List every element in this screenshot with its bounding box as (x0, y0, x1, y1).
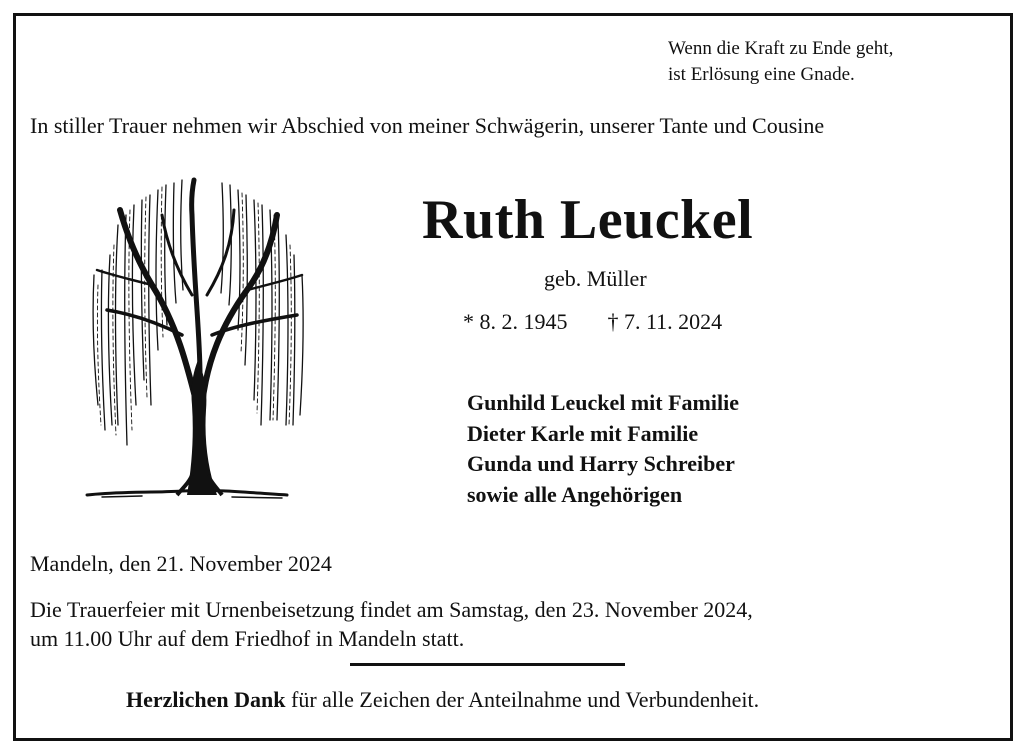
place-and-date: Mandeln, den 21. November 2024 (30, 551, 332, 576)
intro-text: In stiller Trauer nehmen wir Abschied von meiner Schwägerin, unserer Tante und Cousine (30, 113, 825, 138)
motto-line-2: ist Erlösung eine Gnade. (668, 64, 855, 85)
mourner-1: Gunhild Leuckel mit Familie (467, 390, 739, 415)
mourner-2: Dieter Karle mit Familie (467, 420, 699, 446)
ceremony-notice (30, 595, 753, 653)
death-date: † 7. 11. 2024 (607, 309, 723, 334)
weeping-willow-icon (82, 175, 314, 505)
deceased-name: Ruth Leuckel (422, 189, 754, 251)
thanks-bold: Herzlichen Dank (126, 687, 286, 712)
birth-date: * 8. 2. 1945 (463, 309, 568, 334)
ceremony-line-2: um 11.00 Uhr auf dem Friedhof in Mandeln statt. (30, 626, 465, 651)
thanks-text (126, 687, 759, 713)
mourner-3: Gunda und Harry Schreiber (467, 451, 735, 476)
motto-line-1: Wenn die Kraft zu Ende geht, (668, 38, 894, 59)
thanks-rest: für alle Zeichen der Anteilnahme und Verbundenheit. (285, 687, 760, 712)
motto (668, 36, 893, 88)
mourner-4: sowie alle Angehörigen (467, 481, 683, 507)
ceremony-line-1: Die Trauerfeier mit Urnenbeisetzung findet am Samstag, den 23. November 2024, (30, 597, 753, 622)
birth-name: geb. Müller (544, 266, 647, 291)
divider-line (350, 663, 625, 666)
mourners-list (467, 388, 739, 510)
life-dates (463, 309, 722, 335)
